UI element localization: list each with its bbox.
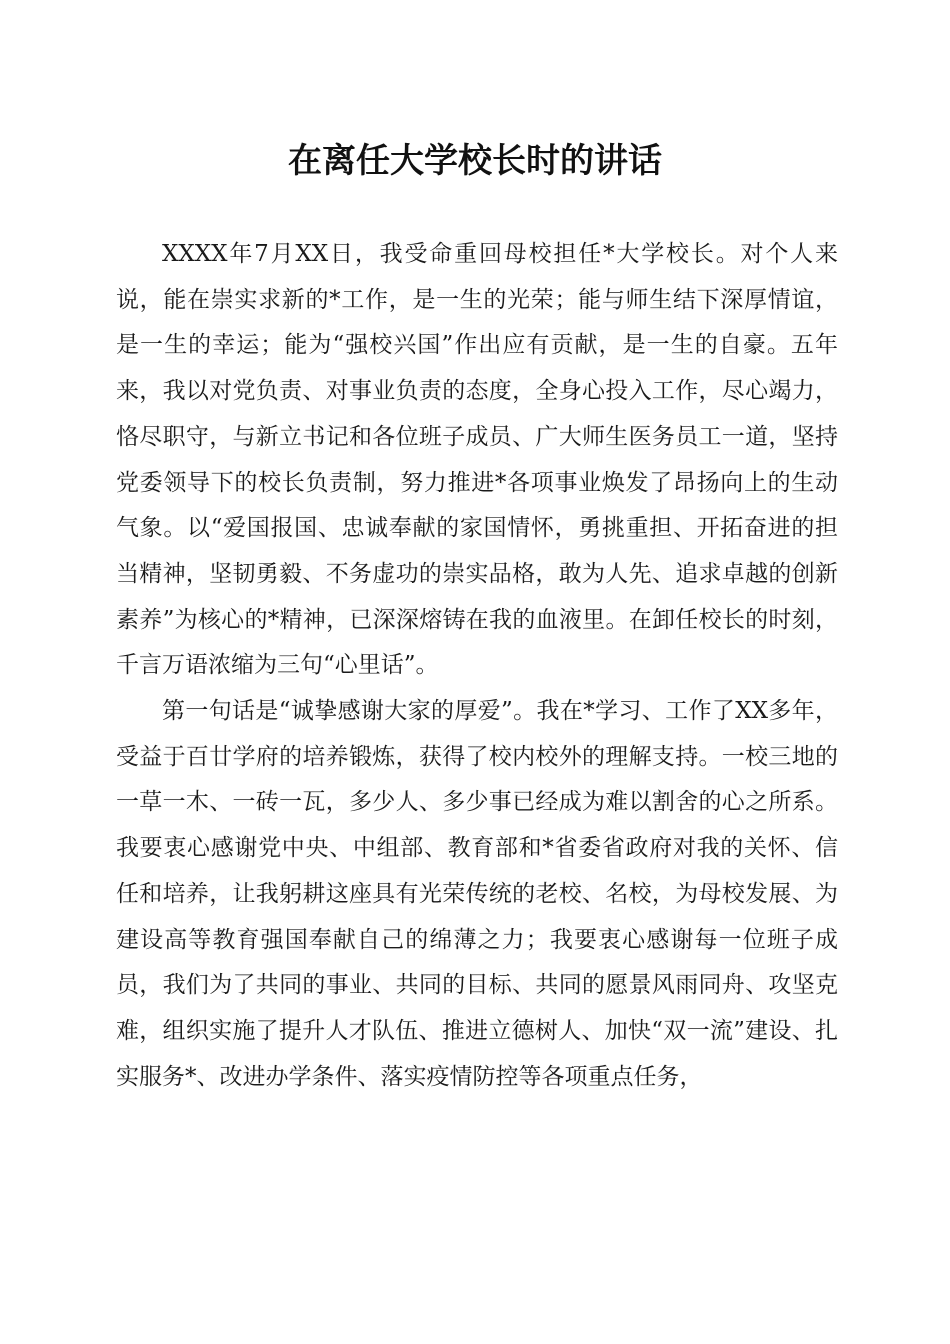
- document-title: 在离任大学校长时的讲话: [288, 141, 662, 181]
- paragraph-1: XXXX年7月XX日，我受命重回母校担任*大学校长。对个人来说，能在崇实求新的*工作，是一生的光荣；能与师生结下深厚情谊，是一生的幸运；能为“强校兴国”作出应有贡献，是一生的自豪。五年来，我以对党负责、对事业负责的态度，全身心投入工作，尽心竭力，恪尽职守，与新立书记和各位班子成员、广大师生医务员工一道，坚持党委领导下的校长负责制，努力推进*各项事业焕发了昂扬向上的生动气象。以“爱国报国、忠诚奉献的家国情怀，勇挑重担、开拓奋进的担当精神，坚韧勇毅、不务虚功的崇实品格，敢为人先、追求卓越的创新素养”为核心的*精神，已深深熔铸在我的血液里。在卸任校长的时刻，千言万语浓缩为三句“心里话”。: [116, 241, 838, 679]
- document-body: [116, 232, 838, 1100]
- paragraph-2: 第一句话是“诚挚感谢大家的厚爱”。我在*学习、工作了XX多年，受益于百廿学府的培养锻炼，获得了校内校外的理解支持。一校三地的一草一木、一砖一瓦，多少人、多少事已经成为难以割舍的心之所系。我要衷心感谢党中央、中组部、教育部和*省委省政府对我的关怀、信任和培养，让我躬耕这座具有光荣传统的老校、名校，为母校发展、为建设高等教育强国奉献自己的绵薄之力；我要衷心感谢每一位班子成员，我们为了共同的事业、共同的目标、共同的愿景风雨同舟、攻坚克难，组织实施了提升人才队伍、推进立德树人、加快“双一流”建设、扎实服务*、改进办学条件、落实疫情防控等各项重点任务，: [116, 698, 838, 1090]
